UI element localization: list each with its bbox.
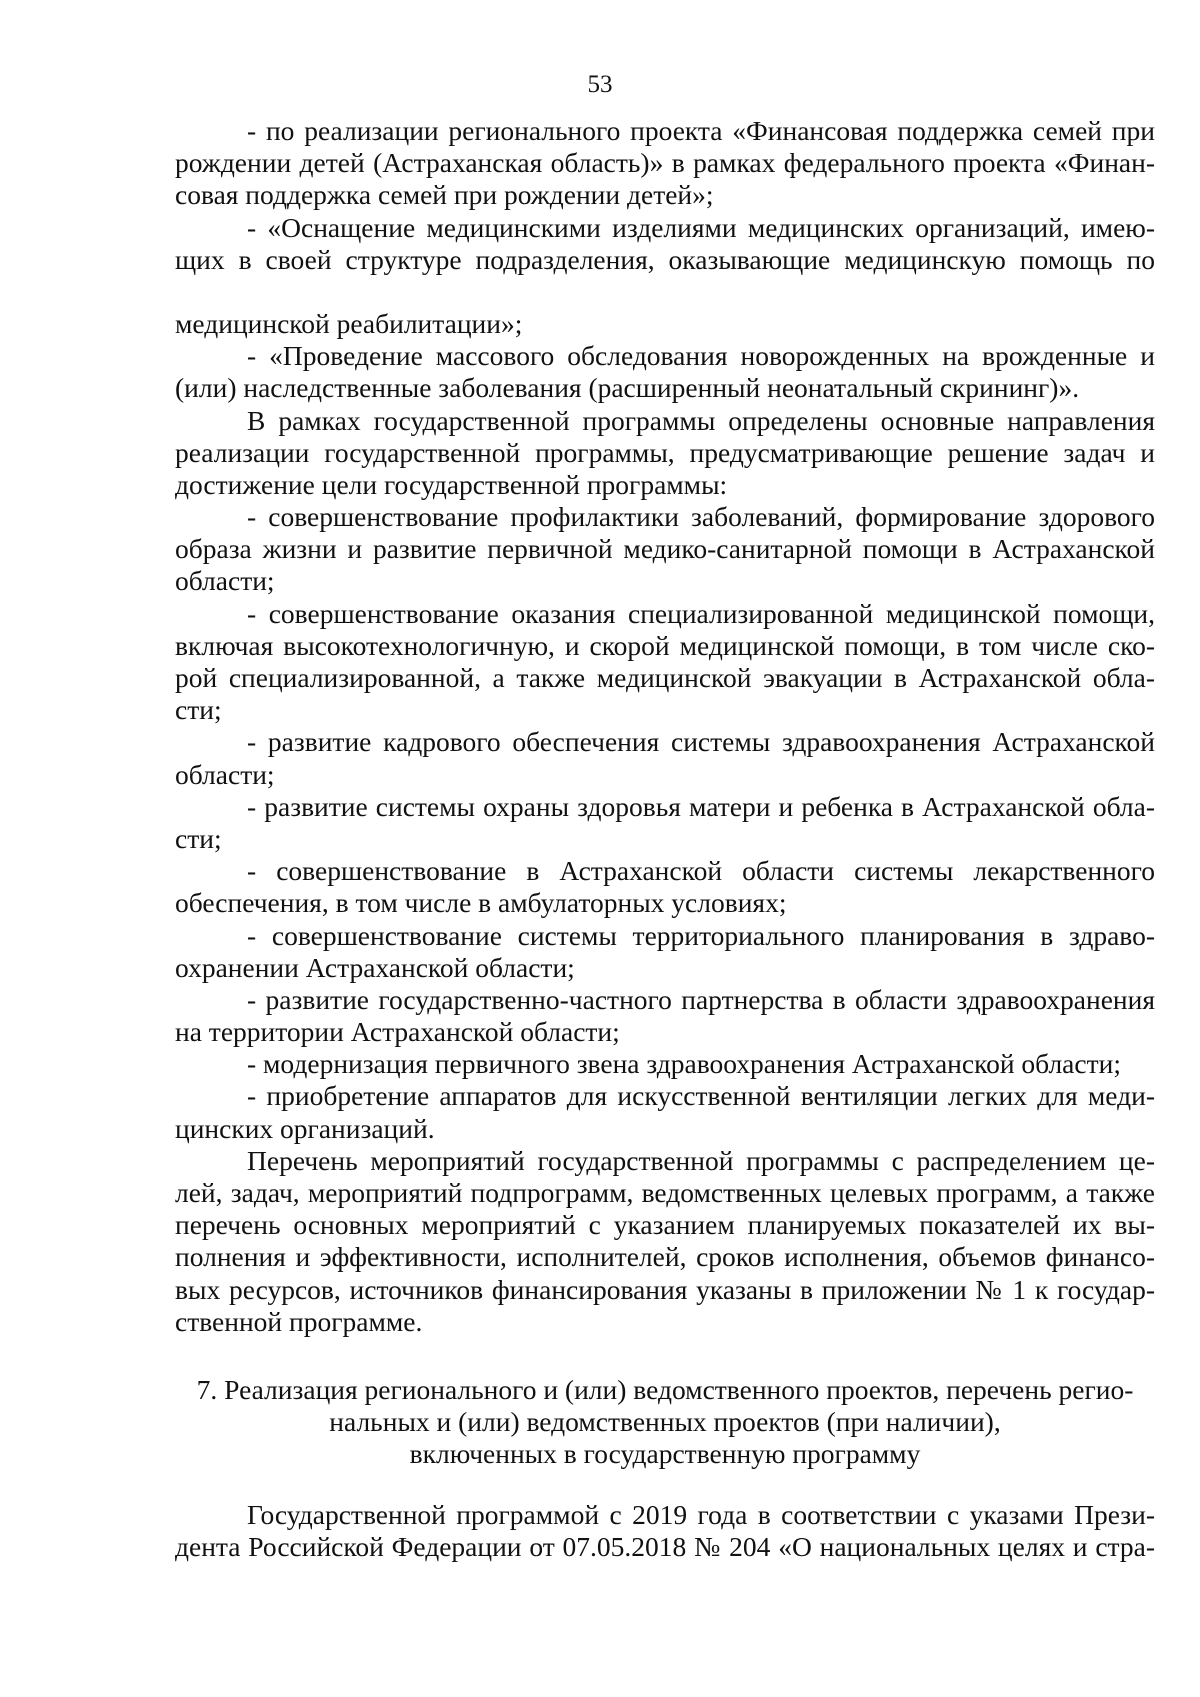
text-line: - приобретение аппаратов для искусственной вентиляции легких для меди- [247, 1080, 1155, 1112]
heading-line: включенных в государственную программу [409, 1438, 921, 1470]
paragraph [175, 855, 1155, 919]
paragraph [175, 1499, 1155, 1563]
heading-line: нальных и (или) ведомственных проектов (при наличии), [329, 1406, 1001, 1438]
document-body [175, 115, 1155, 1563]
text-line: рой специализированной, а также медицинской эвакуации в Астраханской обла- [175, 662, 1155, 693]
text-line: В рамках государственной программы определены основные направления [247, 404, 1155, 436]
text-line: перечень основных мероприятий с указанием планируемых показателей их вы- [175, 1209, 1155, 1241]
text-line: медицинской реабилитации»; [175, 307, 523, 339]
paragraph [175, 1048, 1155, 1080]
page-number: 53 [587, 71, 613, 98]
paragraph [175, 1145, 1155, 1338]
text-line: совая поддержка семей при рождении детей»; [175, 179, 714, 211]
text-line: реализации государственной программы, предусматривающие решение задач и [175, 436, 1155, 468]
text-line: лей, задач, мероприятий подпрограмм, ведомственных целевых программ, а также [175, 1177, 1155, 1208]
text-line: цинских организаций. [175, 1112, 435, 1144]
text-line: - по реализации регионального проекта «Финансовая поддержка семей при [247, 115, 1155, 146]
paragraph [175, 501, 1155, 598]
text-line: - совершенствование оказания специализированной медицинской помощи, [247, 597, 1155, 629]
text-line: Государственной программой с 2019 года в соответствии с указами Прези- [247, 1498, 1155, 1530]
text-line: образа жизни и развитие первичной медико-санитарной помощи в Астраханской [175, 533, 1155, 565]
text-line: - совершенствование в Астраханской области системы лекарственного [247, 855, 1155, 887]
paragraph [175, 115, 1155, 212]
section-heading [175, 1374, 1155, 1471]
text-line: вых ресурсов, источников финансирования указаны в приложении № 1 к государ- [175, 1273, 1155, 1305]
paragraph [175, 1080, 1155, 1144]
heading-line: 7. Реализация регионального и (или) ведомственного проектов, перечень регио- [196, 1373, 1134, 1405]
text-line: обеспечения, в том числе в амбулаторных условиях; [175, 887, 787, 919]
text-line: ственной программе. [175, 1305, 423, 1337]
text-line: рождении детей (Астраханская область)» в рамках федерального проекта «Финан- [175, 147, 1155, 179]
text-line: включая высокотехнологичную, и скорой медицинской помощи, в том числе ско- [175, 629, 1155, 661]
paragraph [175, 598, 1155, 727]
text-line: щих в своей структуре подразделения, оказывающие медицинскую помощь по [175, 243, 1155, 275]
text-line: области; [175, 758, 275, 790]
paragraph [175, 791, 1155, 855]
text-line: достижение цели государственной программы: [175, 468, 728, 500]
text-line: - совершенствование профилактики заболеваний, формирование здорового [247, 501, 1155, 533]
text-line: сти; [175, 694, 222, 726]
paragraph [175, 340, 1155, 404]
paragraph [175, 405, 1155, 502]
text-line: полнения и эффективности, исполнителей, сроков исполнения, объемов финансо- [175, 1241, 1155, 1273]
text-line: (или) наследственные заболевания (расширенный неонатальный скрининг)». [175, 372, 1080, 404]
text-line: сти; [175, 822, 222, 854]
text-line: - «Проведение массового обследования новорожденных на врожденные и [247, 340, 1155, 372]
text-line: - совершенствование системы территориального планирования в здраво- [247, 919, 1155, 951]
paragraph [175, 984, 1155, 1048]
text-line: Перечень мероприятий государственной программы с распределением це- [247, 1144, 1155, 1176]
text-line: области; [175, 565, 275, 597]
paragraph [175, 920, 1155, 984]
text-line: дента Российской Федерации от 07.05.2018 № 204 «О национальных целях и стра- [175, 1530, 1155, 1562]
paragraph [175, 212, 1155, 341]
text-line: - «Оснащение медицинскими изделиями медицинских организаций, имею- [247, 211, 1155, 243]
text-line: охранении Астраханской области; [175, 951, 575, 983]
text-line: на территории Астраханской области; [175, 1016, 620, 1048]
text-line: - развитие кадрового обеспечения системы здравоохранения Астраханской [247, 726, 1155, 758]
paragraph [175, 726, 1155, 790]
text-line: - развитие государственно-частного партнерства в области здравоохранения [247, 983, 1155, 1015]
blank-line [175, 276, 1155, 308]
text-line: - модернизация первичного звена здравоохранения Астраханской области; [247, 1048, 1121, 1080]
text-line: - развитие системы охраны здоровья матери и ребенка в Астраханской обла- [247, 790, 1155, 822]
